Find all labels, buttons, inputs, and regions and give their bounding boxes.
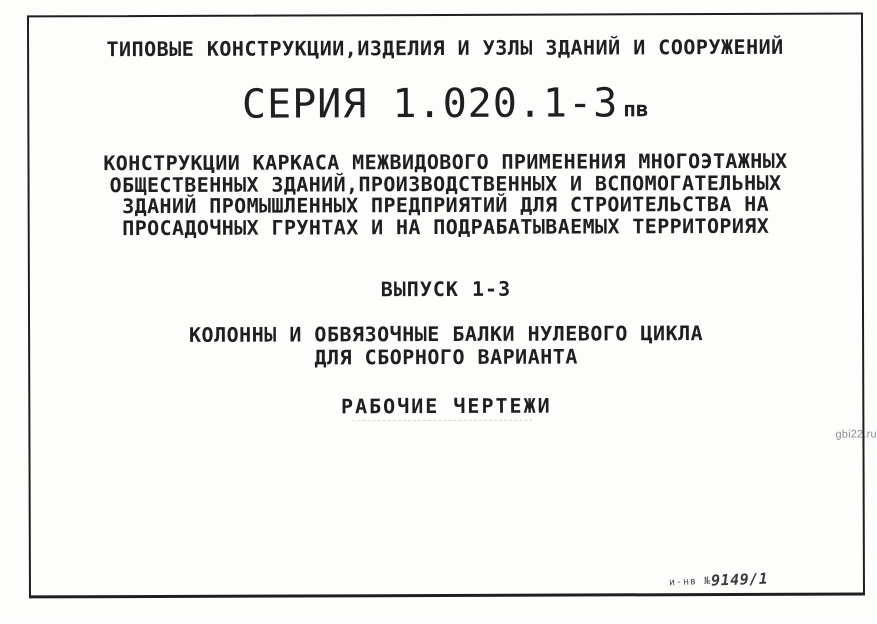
issue-number: ВЫПУСК 1-3	[380, 276, 512, 302]
description-paragraph	[27, 148, 863, 240]
subject-title	[28, 322, 864, 371]
subject-line-1: КОЛОННЫ И ОБВЯЗОЧНЫЕ БАЛКИ НУЛЕВОГО ЦИКЛА	[188, 321, 704, 347]
description-line-3: ЗДАНИЙ ПРОМЫШЛЕННЫХ ПРЕДПРИЯТИЙ ДЛЯ СТРОИТЕЛЬСТВА НА	[122, 191, 770, 219]
site-watermark: gbi22.ru	[835, 428, 877, 441]
series-number: СЕРИЯ 1.020.1-3	[241, 80, 619, 128]
document-type-label: РАБОЧИЕ ЧЕРТЕЖИ	[340, 393, 552, 419]
inventory-stamp-prefix: и-нв №	[668, 575, 712, 589]
document-category-header: ТИПОВЫЕ КОНСТРУКЦИИ,ИЗДЕЛИЯ И УЗЛЫ ЗДАНИЙ И СООРУЖЕНИЙ	[106, 34, 784, 62]
series-suffix: пв	[623, 97, 649, 122]
inventory-stamp-number: 9149/1	[710, 569, 769, 590]
subject-line-2: ДЛЯ СБОРНОГО ВАРИАНТА	[314, 344, 578, 370]
description-line-1: КОНСТРУКЦИИ КАРКАСА МЕЖВИДОВОГО ПРИМЕНЕНИЯ МНОГОЭТАЖНЫХ	[103, 148, 788, 176]
series-title	[27, 81, 863, 134]
description-line-4: ПРОСАДОЧНЫХ ГРУНТАХ И НА ПОДРАБАТЫВАЕМЫХ ТЕРРИТОРИЯХ	[122, 213, 770, 240]
description-line-2: ОБЩЕСТВЕННЫХ ЗДАНИЙ,ПРОИЗВОДСТВЕННЫХ И ВСПОМОГАТЕЛЬНЫХ	[109, 170, 782, 197]
